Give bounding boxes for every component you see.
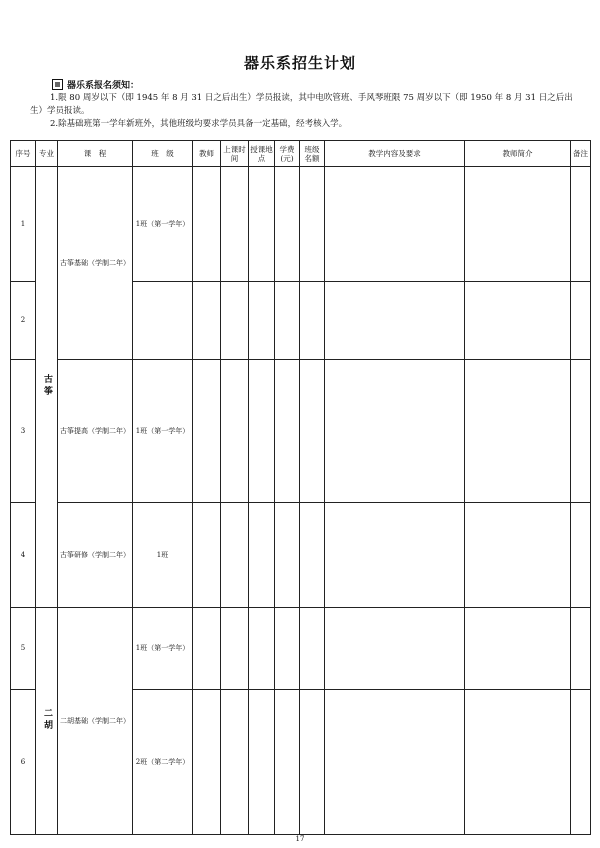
cell-content (325, 503, 465, 608)
cell-bio (465, 167, 571, 282)
notice-heading-text: 器乐系报名须知： (67, 81, 140, 91)
cell-time (221, 690, 249, 835)
cell-time (221, 360, 249, 503)
cell-note (571, 282, 591, 360)
header-course: 课 程 (58, 141, 133, 167)
cell-note (571, 360, 591, 503)
cell-content (325, 608, 465, 690)
cell-note (571, 690, 591, 835)
cell-fee (275, 690, 300, 835)
cell-bio (465, 608, 571, 690)
cell-bio (465, 282, 571, 360)
cell-teacher (193, 503, 221, 608)
page-number: 17 (295, 835, 305, 843)
cell-bio (465, 503, 571, 608)
cell-teacher (193, 608, 221, 690)
cell-teacher (193, 167, 221, 282)
header-bio: 教师简介 (465, 141, 571, 167)
cell-class (133, 282, 193, 360)
cell-course: 古筝基础（学制二年） (58, 167, 133, 360)
cell-time (221, 503, 249, 608)
cell-quota (300, 503, 325, 608)
cell-class: 2班（第二学年） (133, 690, 193, 835)
cell-time (221, 608, 249, 690)
header-room: 授课地点 (249, 141, 275, 167)
header-teacher: 教师 (193, 141, 221, 167)
cell-no: 1 (11, 167, 36, 282)
cell-room (249, 282, 275, 360)
cell-course: 古筝提高（学制二年） (58, 360, 133, 503)
cell-room (249, 608, 275, 690)
cell-no: 5 (11, 608, 36, 690)
header-time: 上课时间 (221, 141, 249, 167)
cell-content (325, 282, 465, 360)
cell-teacher (193, 282, 221, 360)
cell-class: 1班（第一学年） (133, 167, 193, 282)
header-note: 备注 (571, 141, 591, 167)
cell-time (221, 167, 249, 282)
cell-teacher (193, 360, 221, 503)
cell-fee (275, 167, 300, 282)
cell-major-erhu (36, 608, 58, 835)
cell-course: 二胡基础（学制二年） (58, 608, 133, 835)
cell-fee (275, 360, 300, 503)
cell-bio (465, 360, 571, 503)
table-header-row (11, 141, 591, 167)
cell-content (325, 167, 465, 282)
table-row (11, 360, 591, 503)
cell-room (249, 503, 275, 608)
major-label: 二胡 (42, 707, 52, 732)
cell-no: 4 (11, 503, 36, 608)
cell-class: 1班 (133, 503, 193, 608)
cell-no: 2 (11, 282, 36, 360)
cell-quota (300, 282, 325, 360)
cell-note (571, 503, 591, 608)
cell-fee (275, 282, 300, 360)
cell-quota (300, 167, 325, 282)
cell-time (221, 282, 249, 360)
header-fee: 学费(元) (275, 141, 300, 167)
enrollment-table (10, 140, 591, 835)
cell-note (571, 167, 591, 282)
cell-content (325, 690, 465, 835)
notice-line-2: 2.除基础班第一学年新班外，其他班级均要求学员具备一定基础，经考核入学。 (50, 119, 348, 129)
checkbox-icon (52, 79, 63, 90)
table-row (11, 167, 591, 282)
cell-content (325, 360, 465, 503)
page-title: 器乐系招生计划 (243, 54, 356, 72)
cell-class: 1班（第一学年） (133, 608, 193, 690)
header-quota: 班级名额 (300, 141, 325, 167)
cell-quota (300, 608, 325, 690)
cell-room (249, 167, 275, 282)
cell-quota (300, 360, 325, 503)
cell-note (571, 608, 591, 690)
cell-room (249, 690, 275, 835)
cell-room (249, 360, 275, 503)
header-major: 专业 (36, 141, 58, 167)
header-class: 班 级 (133, 141, 193, 167)
header-no: 序号 (11, 141, 36, 167)
cell-teacher (193, 690, 221, 835)
cell-quota (300, 690, 325, 835)
cell-no: 6 (11, 690, 36, 835)
cell-major-guzheng (36, 167, 58, 608)
cell-fee (275, 608, 300, 690)
header-content: 教学内容及要求 (325, 141, 465, 167)
cell-course: 古筝研修（学制二年） (58, 503, 133, 608)
table-row (11, 503, 591, 608)
notice-heading (52, 78, 139, 91)
cell-class: 1班（第一学年） (133, 360, 193, 503)
cell-fee (275, 503, 300, 608)
notice-line-1: 1.限 80 周岁以下（即 1945 年 8 月 31 日之后出生）学员报读，其中电吹管班、手风琴班限 75 周岁以下（即 1950 年 8 月 31 日之后出生）学员报读。 (30, 93, 573, 116)
cell-no: 3 (11, 360, 36, 503)
table-row (11, 608, 591, 690)
cell-bio (465, 690, 571, 835)
major-label: 古筝 (42, 373, 52, 398)
